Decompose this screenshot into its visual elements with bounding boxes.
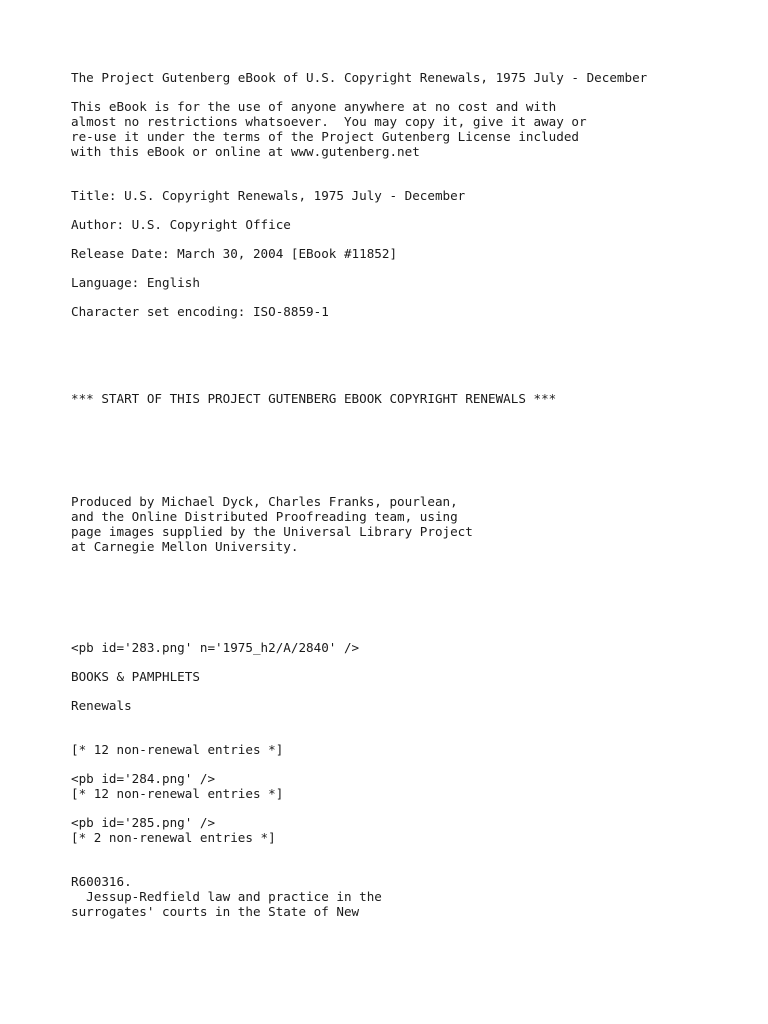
page-break-marker: <pb id='283.png' n='1975_h2/A/2840' /> [71, 640, 360, 655]
license-line-2: almost no restrictions whatsoever. You may copy it, give it away or [71, 114, 587, 129]
non-renewal-note: [* 2 non-renewal entries *] [71, 830, 276, 845]
entry-text-line: surrogates' courts in the State of New [71, 904, 360, 919]
start-marker: *** START OF THIS PROJECT GUTENBERG EBOOK COPYRIGHT RENEWALS *** [71, 391, 557, 406]
non-renewal-note: [* 12 non-renewal entries *] [71, 786, 284, 801]
license-line-4: with this eBook or online at www.gutenberg.net [71, 144, 420, 159]
page-break-marker: <pb id='285.png' /> [71, 815, 216, 830]
credits-line-3: page images supplied by the Universal Library Project [71, 524, 473, 539]
release-date-field: Release Date: March 30, 2004 [EBook #11852] [71, 246, 398, 261]
encoding-field: Character set encoding: ISO-8859-1 [71, 304, 329, 319]
credits-line-1: Produced by Michael Dyck, Charles Franks, pourlean, [71, 494, 458, 509]
author-field: Author: U.S. Copyright Office [71, 217, 291, 232]
credits-line-4: at Carnegie Mellon University. [71, 539, 299, 554]
entry-id: R600316. [71, 874, 132, 889]
page-break-marker: <pb id='284.png' /> [71, 771, 216, 786]
title-field: Title: U.S. Copyright Renewals, 1975 July - December [71, 188, 466, 203]
license-line-1: This eBook is for the use of anyone anywhere at no cost and with [71, 99, 557, 114]
ebook-header-line: The Project Gutenberg eBook of U.S. Copyright Renewals, 1975 July - December [71, 70, 648, 85]
section-heading: BOOKS & PAMPHLETS [71, 669, 200, 684]
credits-line-2: and the Online Distributed Proofreading team, using [71, 509, 458, 524]
license-line-3: re-use it under the terms of the Project Gutenberg License included [71, 129, 579, 144]
language-field: Language: English [71, 275, 200, 290]
non-renewal-note: [* 12 non-renewal entries *] [71, 742, 284, 757]
entry-text-line: Jessup-Redfield law and practice in the [71, 889, 382, 904]
subsection-heading: Renewals [71, 698, 132, 713]
